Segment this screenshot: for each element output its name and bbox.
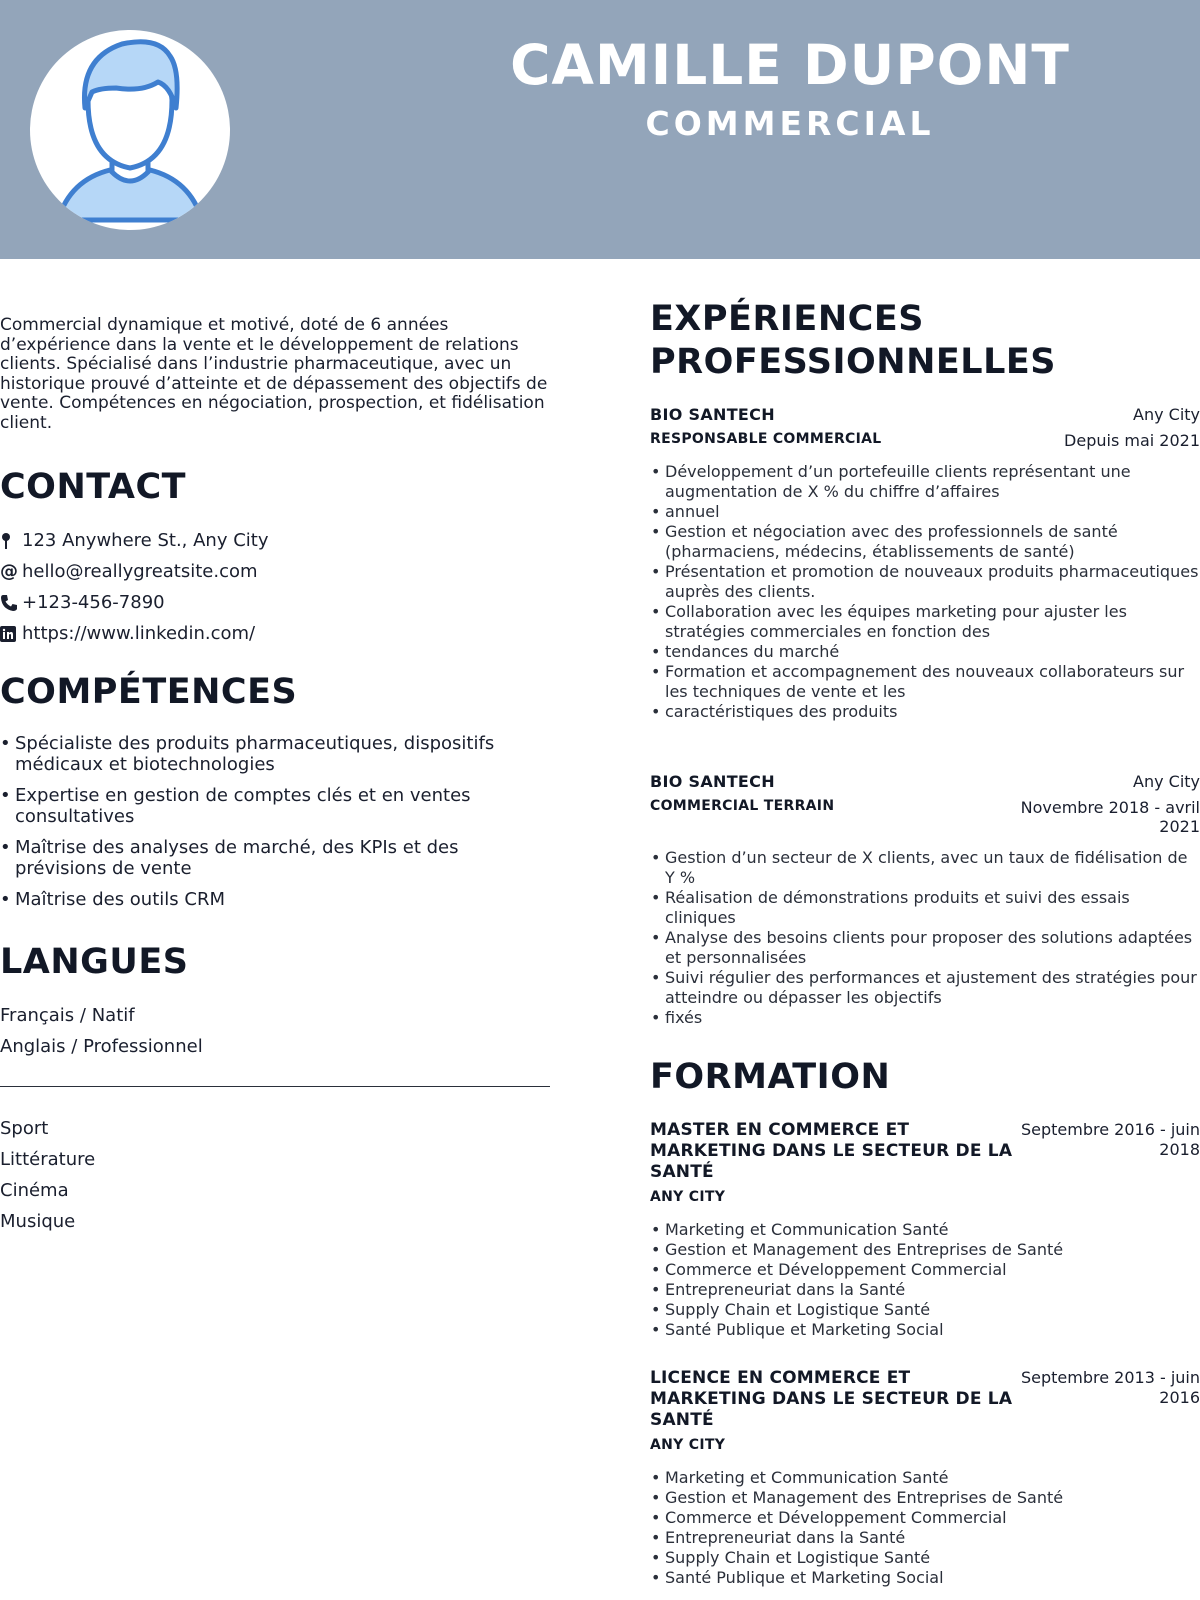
job-bullet: • Gestion d’un secteur de X clients, avec un taux de fidélisation de Y % (650, 848, 1200, 888)
contact-linkedin[interactable] (0, 618, 268, 649)
degree-dates: Septembre 2013 - juin 2016 (1020, 1368, 1200, 1407)
degree-bullet: • Gestion et Management des Entreprises de Santé (650, 1488, 1200, 1508)
job-location: Any City (1133, 405, 1200, 424)
summary-block (0, 316, 550, 433)
degree-bullet: • Marketing et Communication Santé (650, 1220, 1200, 1240)
hobby-item: Sport (0, 1118, 49, 1139)
phone-icon (0, 594, 20, 612)
hobby-item: Musique (0, 1211, 76, 1232)
degree-school-row (650, 1189, 1200, 1205)
job-dates: Depuis mai 2021 (1064, 431, 1200, 450)
header-banner (0, 0, 1200, 259)
skills-list (0, 733, 550, 920)
job-position: RESPONSABLE COMMERCIAL (650, 431, 882, 447)
address-text: 123 Anywhere St., Any City (22, 530, 269, 551)
degree-title: MASTER EN COMMERCE ET MARKETING DANS LE SECTEUR DE LA SANTÉ (650, 1120, 1013, 1182)
degree-bullet: • Supply Chain et Logistique Santé (650, 1300, 1200, 1320)
degree-bullet: • Santé Publique et Marketing Social (650, 1568, 1200, 1588)
job-company: BIO SANTECH (650, 772, 775, 791)
job-location: Any City (1133, 772, 1200, 791)
hobbies-list (0, 1113, 95, 1237)
degree-bullet: • Santé Publique et Marketing Social (650, 1320, 1200, 1340)
degree-school: ANY CITY (650, 1437, 726, 1453)
degree-header (650, 1120, 1200, 1183)
job-bullet: • fixés (650, 1008, 1200, 1028)
job-bullet: • tendances du marché (650, 642, 1200, 662)
degree-bullet: • Entrepreneuriat dans la Santé (650, 1280, 1200, 1300)
education-heading: FORMATION (650, 1057, 891, 1097)
degree-bullet: • Supply Chain et Logistique Santé (650, 1548, 1200, 1568)
candidate-role: COMMERCIAL (645, 104, 935, 143)
degree-header (650, 1368, 1200, 1431)
contact-list (0, 525, 268, 649)
job-bullet: • Gestion et négociation avec des professionnels de santé (pharmaciens, médecins, établissements de santé) (650, 522, 1200, 562)
experience-heading: EXPÉRIENCES PROFESSIONNELLES (650, 299, 1057, 382)
job-bullets (650, 462, 1200, 722)
degree-dates: Septembre 2016 - juin 2018 (1020, 1120, 1200, 1159)
job-subheader (650, 431, 1200, 450)
language-item: Anglais / Professionnel (0, 1036, 203, 1057)
job-dates: Novembre 2018 - avril 2021 (1020, 798, 1200, 836)
degree-school-row (650, 1437, 1200, 1453)
degree-bullets (650, 1220, 1200, 1340)
job-bullet: • Présentation et promotion de nouveaux produits pharmaceutiques auprès des clients. (650, 562, 1200, 602)
pin-icon (0, 532, 20, 550)
job-bullet: • Analyse des besoins clients pour proposer des solutions adaptées et personnalisées (650, 928, 1200, 968)
skill-item: • Maîtrise des analyses de marché, des KPIs et des prévisions de vente (0, 837, 550, 879)
hobby-item: Littérature (0, 1149, 96, 1170)
degree-title: LICENCE EN COMMERCE ET MARKETING DANS LE SECTEUR DE LA SANTÉ (650, 1368, 1013, 1430)
skill-item: • Spécialiste des produits pharmaceutiques, dispositifs médicaux et biotechnologies (0, 733, 550, 775)
email-text[interactable]: hello@reallygreatsite.com (22, 561, 258, 582)
skill-item: • Maîtrise des outils CRM (0, 889, 550, 910)
contact-address (0, 525, 268, 556)
job-subheader (650, 798, 1200, 836)
job-header (650, 405, 1200, 424)
hobby-item: Cinéma (0, 1180, 69, 1201)
job-bullet: • caractéristiques des produits (650, 702, 1200, 722)
job-bullet: • Suivi régulier des performances et ajustement des stratégies pour atteindre ou dépasser les objectifs (650, 968, 1200, 1008)
language-item: Français / Natif (0, 1005, 135, 1026)
contact-email[interactable] (0, 556, 268, 587)
languages-list (0, 1000, 203, 1062)
degree-bullet: • Commerce et Développement Commercial (650, 1508, 1200, 1528)
job-header (650, 772, 1200, 791)
linkedin-text[interactable]: https://www.linkedin.com/ (22, 623, 256, 644)
profile-summary: Commercial dynamique et motivé, doté de 6 années d’expérience dans la vente et le développement de relations clients. Spécialisé dans l’industrie pharmaceutique, avec un historique prouvé d’atteinte et de dépassement des objectifs de vente. Compétences en négociation, prospection, et fidélisation client. (0, 315, 548, 433)
job-bullet: • annuel (650, 502, 1200, 522)
degree-bullet: • Marketing et Communication Santé (650, 1468, 1200, 1488)
skills-heading: COMPÉTENCES (0, 672, 298, 712)
degree-bullet: • Entrepreneuriat dans la Santé (650, 1528, 1200, 1548)
degree-bullets (650, 1468, 1200, 1588)
languages-heading: LANGUES (0, 942, 189, 982)
job-bullet: • Réalisation de démonstrations produits et suivi des essais cliniques (650, 888, 1200, 928)
contact-phone[interactable] (0, 587, 268, 618)
person-avatar-icon (30, 30, 230, 230)
section-divider (0, 1086, 550, 1087)
degree-bullet: • Gestion et Management des Entreprises de Santé (650, 1240, 1200, 1260)
job-bullet: • Collaboration avec les équipes marketing pour ajuster les stratégies commerciales en fonction des (650, 602, 1200, 642)
linkedin-icon (0, 625, 20, 643)
job-bullets (650, 848, 1200, 1028)
degree-bullet: • Commerce et Développement Commercial (650, 1260, 1200, 1280)
degree-school: ANY CITY (650, 1189, 726, 1205)
job-bullet: • Développement d’un portefeuille clients représentant une augmentation de X % du chiffre d’affaires (650, 462, 1200, 502)
job-company: BIO SANTECH (650, 405, 775, 424)
job-position: COMMERCIAL TERRAIN (650, 798, 835, 814)
skill-item: • Expertise en gestion de comptes clés et en ventes consultatives (0, 785, 550, 827)
at-icon: @ (0, 561, 18, 582)
phone-text[interactable]: +123-456-7890 (22, 592, 165, 613)
candidate-name: CAMILLE DUPONT (510, 33, 1070, 97)
contact-heading: CONTACT (0, 467, 187, 507)
job-bullet: • Formation et accompagnement des nouveaux collaborateurs sur les techniques de vente et les (650, 662, 1200, 702)
